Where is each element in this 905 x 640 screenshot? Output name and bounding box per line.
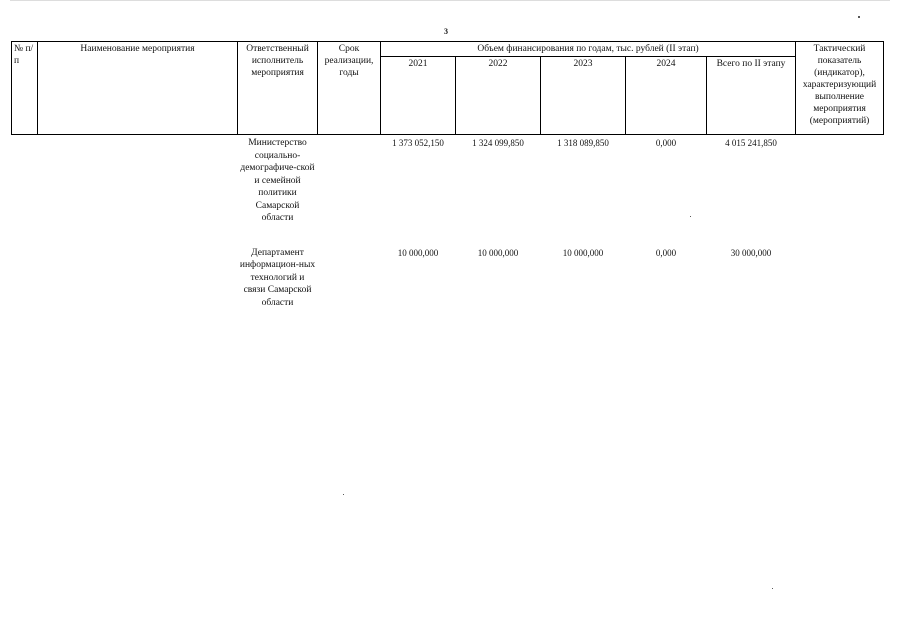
header-row-1 — [12, 42, 884, 57]
cell-period — [318, 245, 381, 312]
cell-event-name — [38, 245, 238, 312]
cell-period — [318, 135, 381, 227]
cell-number — [12, 245, 38, 312]
col-year-2021: 2021 — [381, 57, 456, 135]
cell-2024: 0,000 — [655, 138, 677, 148]
col-year-2024: 2024 — [626, 57, 707, 135]
cell-2022: 1 324 099,850 — [472, 138, 524, 148]
cell-2023: 10 000,000 — [562, 247, 604, 258]
col-year-2023: 2023 — [541, 57, 626, 135]
cell-executor: Департамент информацион-ных технологий и связи Самарской области — [239, 247, 316, 308]
cell-event-name — [38, 135, 238, 227]
cell-total: 30 000,000 — [730, 247, 772, 258]
row-spacer — [12, 227, 884, 245]
cell-2022: 10 000,000 — [477, 247, 519, 258]
funding-table — [11, 41, 884, 311]
cell-total: 4 015 241,850 — [725, 138, 777, 148]
scan-speck — [343, 494, 344, 495]
cell-2021: 1 373 052,150 — [392, 138, 444, 148]
cell-executor: Министерство социально-демографиче-ской и семейной политики Самарской области — [240, 138, 315, 223]
col-number: № п/п — [12, 42, 38, 135]
col-funding-group: Объем финансирования по годам, тыс. рублей (II этап) — [381, 42, 796, 57]
cell-number — [12, 135, 38, 227]
col-executor: Ответственный исполнитель мероприятия — [238, 42, 318, 135]
cell-2021: 10 000,000 — [397, 247, 439, 258]
col-total-stage-2: Всего по II этапу — [707, 57, 796, 135]
col-year-2022: 2022 — [456, 57, 541, 135]
col-indicator: Тактический показатель (индикатор), характеризующий выполнение мероприятия (мероприятий) — [796, 42, 884, 135]
scan-speck — [772, 588, 773, 589]
table-row — [12, 245, 884, 312]
col-period: Срок реализации, годы — [318, 42, 381, 135]
cell-indicator — [796, 135, 884, 227]
table-row — [12, 135, 884, 227]
cell-indicator — [796, 245, 884, 312]
scan-speck — [858, 16, 860, 18]
page-number: 3 — [444, 27, 448, 36]
cell-2023: 1 318 089,850 — [557, 138, 609, 148]
cell-2024: 0,000 — [655, 247, 677, 258]
scan-top-edge — [10, 0, 890, 1]
col-event-name: Наименование мероприятия — [38, 42, 238, 135]
